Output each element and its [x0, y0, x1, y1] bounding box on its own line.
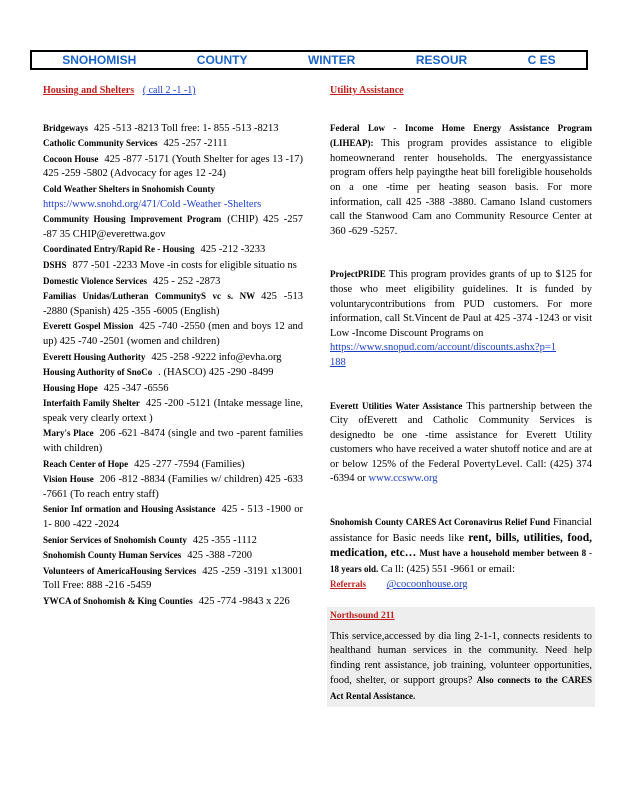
housing-entry [43, 457, 303, 473]
pride-name: ProjectPRIDE [330, 269, 386, 280]
housing-entry [43, 289, 303, 319]
housing-entry [43, 182, 303, 212]
housing-entry-name: Coordinated Entry/Rapid Re - Housing [43, 244, 195, 255]
housing-entry-details: 425 -740 -2550 (men and boys 12 and up) 425 -740 -2501 (women and children) [43, 321, 303, 347]
housing-entry [43, 365, 303, 381]
housing-entry-details: 877 -501 -2233 Move -in costs for eligible situatio ns [72, 259, 297, 271]
housing-header-label: Housing and Shelters [43, 85, 135, 96]
housing-entry-name: Everett Housing Authority [43, 351, 146, 362]
title-word-4: RESOUR [415, 53, 468, 67]
northsound-entry [327, 607, 595, 707]
title-word-3: WINTER [307, 53, 356, 67]
housing-entry-details: (CHIP) 425 -257 -87 35 CHIP@everettwa.gov [43, 214, 303, 240]
housing-entry [43, 121, 303, 137]
housing-entry-name: Community Housing Improvement Program [43, 214, 222, 225]
housing-entry [43, 350, 303, 366]
housing-entry-name: Reach Center of Hope [43, 458, 129, 469]
housing-entry [43, 502, 303, 532]
northsound-tail: Also connects to the CARES Act Rental Assistance. [330, 675, 592, 701]
housing-entry-name: DSHS [43, 259, 67, 270]
housing-header-call: ( call 2 -1 -1) [142, 85, 196, 96]
housing-entry-name: Senior Services of Snohomish County [43, 534, 187, 545]
cares-email[interactable]: @cocoonhouse.org [386, 579, 468, 591]
housing-entry [43, 396, 303, 426]
cares-text4: Ca ll: (425) 551 -9661 or email: [380, 563, 516, 575]
title-word-1: SNOHOMISH [62, 53, 137, 67]
housing-entry-details: 425 -259 -3191 x13001 Toll Free: 888 -216 -5459 [43, 565, 303, 592]
housing-entry-details: 206 -812 -8834 (Families w/ children) 425 -633 -7661 (To reach entry staff) [43, 474, 303, 500]
cares-entry [330, 515, 592, 593]
housing-column [43, 84, 303, 610]
title-word-2: COUNTY [196, 53, 248, 67]
utility-column [330, 84, 592, 707]
housing-entry-link[interactable]: https://www.snohd.org/471/Cold -Weather -Shelters [43, 198, 262, 210]
housing-entry-details: 425 -513 -2880 (Spanish) 425 -355 -6005 (English) [43, 291, 304, 317]
housing-entry-name: Catholic Community Services [43, 138, 158, 149]
housing-entry-name: YWCA of Snohomish & King Counties [43, 596, 193, 606]
housing-entry [43, 533, 303, 549]
housing-entry-name: Senior Inf ormation and Housing Assistance [43, 504, 216, 515]
housing-entry-name: Housing Hope [43, 382, 98, 393]
housing-entry-details: 425 - 252 -2873 [152, 275, 221, 287]
pride-link[interactable]: https://www.snopud.com/account/discounts.ashx?p=1 188 [330, 342, 557, 368]
housing-entry-details: 425 -877 -5171 (Youth Shelter for ages 13 -17) 425 -259 -5802 (Advocacy for ages 12 -24) [43, 153, 303, 180]
housing-entry-details: 425 -257 -2111 [163, 138, 228, 150]
everett-water-link[interactable]: www.ccsww.org [368, 473, 438, 485]
everett-water-name: Everett Utilities Water Assistance [330, 400, 463, 411]
housing-entry [43, 472, 303, 502]
pride-text: This program provides grants of up to $125 for those who meet eligibility guidelines. It is funded by voluntarycontributions from PUD customers. For more information, call St.Vincent de Paul at 425 -374 -1243 or visit Low -Income Discount Programs on [330, 269, 593, 339]
housing-entry [43, 594, 303, 610]
housing-entry-name: Cocoon House [43, 153, 99, 164]
cares-text1: Financial assistance for Basic needs like [330, 517, 593, 544]
document-title-box [30, 50, 588, 70]
housing-entry [43, 319, 303, 349]
housing-entry-details: 425 -212 -3233 [200, 244, 266, 256]
housing-entry-details: 425 -774 -9843 x 226 [198, 596, 290, 607]
housing-entry-details: 425 -388 -7200 [187, 550, 253, 562]
housing-entries [43, 121, 303, 610]
housing-entry-name: Familias Unidas/Lutheran CommunityS vc s. NW [43, 291, 256, 302]
housing-entry [43, 426, 303, 456]
housing-entry-name: Interfaith Family Shelter [43, 398, 140, 409]
cares-name: Snohomish County CARES Act Coronavirus Relief Fund [330, 517, 551, 528]
cares-referrals: Referrals [330, 579, 366, 590]
housing-entry-name: Mary's Place [43, 428, 94, 439]
northsound-text: This service,accessed by dia ling 2-1-1, connects residents to healthand human services in the community. Need help finding rent assistance, job training, volunteer opportunities, food, shelter, or support groups? [330, 630, 592, 687]
housing-entry [43, 564, 303, 594]
everett-water-text: This partnership between the City ofEverett and Catholic Community Services is designedto be one -time assistance for Everett Utility customers who have received a water shutoff notice and are at or below 125% of the Federal PovertyLevel. Call: (425) 374 -6394 or [330, 400, 592, 485]
housing-entry-details: 425 -513 -8213 Toll free: 1- 855 -513 -8213 [94, 122, 279, 134]
housing-entry-details: 425 - 513 -1900 or 1- 800 -422 -2024 [43, 504, 303, 531]
housing-entry-name: Everett Gospel Mission [43, 321, 134, 332]
liheap-text: This program provides assistance to eligible homeownerand renter households. The energyassistance program offers help payingthe heat bill foreligible households on a one -time per heating season basis. For more information, call 425 -388 -3880. Camano Island customers call the Stanwood Cam ano Community Resource Center at 360 -629 -5257. [330, 138, 593, 237]
housing-entry [43, 136, 303, 152]
cares-text2: rent, bills, utilities, food, medication, etc… [330, 531, 592, 560]
housing-entry [43, 242, 303, 258]
housing-entry-name: Cold Weather Shelters in Snohomish County [43, 183, 215, 194]
housing-entry-name: Housing Authority of SnoCo [43, 367, 153, 378]
housing-entry [43, 258, 303, 274]
housing-entry [43, 274, 303, 290]
housing-entry-details: 425 -258 -9222 info@evha.org [151, 351, 282, 363]
utility-header: Utility Assistance [330, 85, 404, 96]
housing-entry-name: Snohomish County Human Services [43, 550, 182, 561]
housing-entry [43, 381, 303, 397]
housing-entry-name: Bridgeways [43, 122, 88, 133]
housing-entry-name: Volunteers of AmericaHousing Services [43, 565, 197, 576]
cares-text3: Must have a household member between 8 - 18 years old. [330, 548, 593, 574]
housing-entry-name: Domestic Violence Services [43, 275, 147, 286]
housing-entry-details: 425 -355 -1112 [192, 534, 257, 546]
housing-entry [43, 152, 303, 182]
housing-entry [43, 212, 303, 242]
housing-entry-name: Vision House [43, 474, 94, 485]
title-word-5: C ES [527, 53, 556, 67]
housing-entry-details: 425 -277 -7594 (Families) [134, 458, 245, 470]
everett-water-entry [330, 399, 592, 488]
housing-entry-details: 425 -200 -5121 (Intake message line, speak very clearly ortext ) [43, 398, 304, 424]
liheap-entry [330, 121, 592, 240]
housing-entry-details: . (HASCO) 425 -290 -8499 [158, 367, 274, 379]
pride-entry [330, 267, 592, 370]
housing-header [43, 84, 303, 99]
housing-entry-details: 206 -621 -8474 (single and two -parent families with children) [43, 428, 303, 455]
housing-entry [43, 548, 303, 564]
housing-entry-details: 425 -347 -6556 [103, 382, 169, 394]
northsound-header: Northsound 211 [330, 611, 395, 622]
liheap-name: Federal Low - Income Home Energy Assistance Program (LIHEAP): [330, 122, 592, 149]
